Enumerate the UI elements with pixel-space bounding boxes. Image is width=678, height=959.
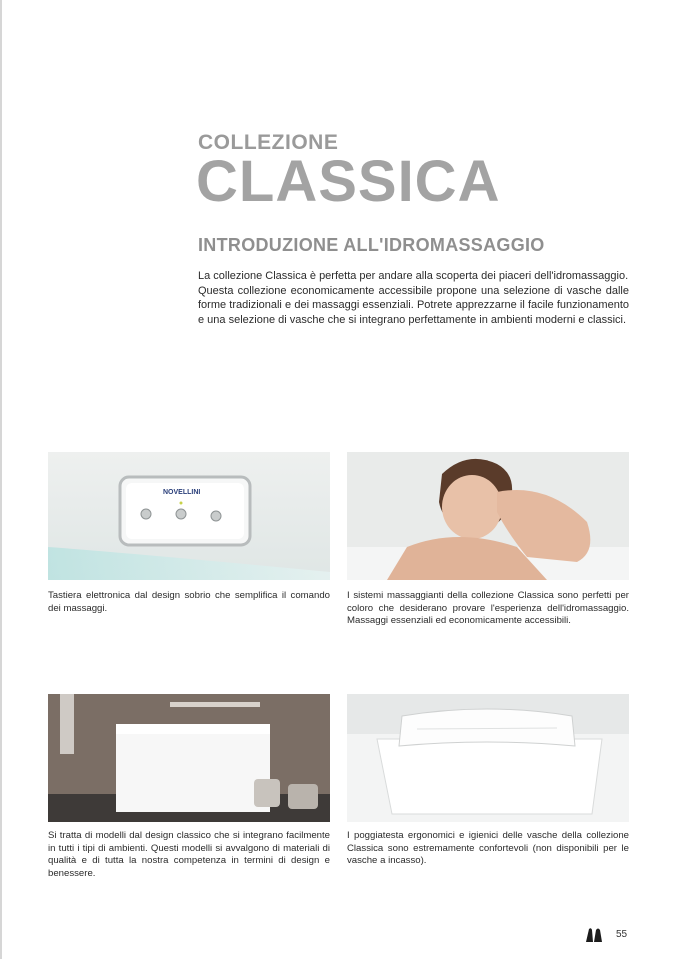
caption-woman-relaxing: I sistemi massaggianti della collezione Classica sono perfetti per coloro che desiderano provare l'esperienza dell'idromassaggio. Massaggi essenziali ed economicamente accessibili. (347, 590, 629, 627)
intro-text (198, 269, 629, 327)
collection-title: CLASSICA (196, 149, 501, 214)
collection-kicker: COLLEZIONE (198, 131, 339, 154)
caption-bathtub-room: Si tratta di modelli dal design classico che si integrano facilmente in tutti i tipi di ambienti. Questi modelli si avvalgono di materiali di qualità e di tutta la nostra competenza in termini di design e benessere. (48, 830, 330, 879)
page-edge (0, 0, 2, 959)
page-number: 55 (616, 929, 628, 940)
caption-control-panel: Tastiera elettronica dal design sobrio che semplifica il comando dei massaggi. (48, 590, 330, 614)
brand-label: NOVELLINI (163, 489, 201, 496)
intro-paragraph-1: La collezione Classica è perfetta per andare alla scoperta dei piaceri dell'idromassaggio. (198, 270, 629, 282)
caption-headrest: I poggiatesta ergonomici e igienici delle vasche della collezione Classica sono estremamente confortevoli (non disponibili per le vasche a incasso). (347, 830, 629, 867)
photo-control-panel (48, 452, 330, 580)
photo-woman-relaxing (347, 452, 629, 580)
intro-paragraph-2: Questa collezione economicamente accessibile propone una selezione di vasche dalle forme tradizionali e dei massaggi essenziali. Potrete apprezzarne il facile funzionamento e una selezione di vasche che si integrano perfettamente in ambienti moderni e classici. (198, 284, 629, 326)
photo-bathtub-room (48, 694, 330, 822)
novellini-logo-icon (585, 927, 603, 943)
section-subtitle: INTRODUZIONE ALL'IDROMASSAGGIO (198, 235, 545, 255)
photo-headrest (347, 694, 629, 822)
